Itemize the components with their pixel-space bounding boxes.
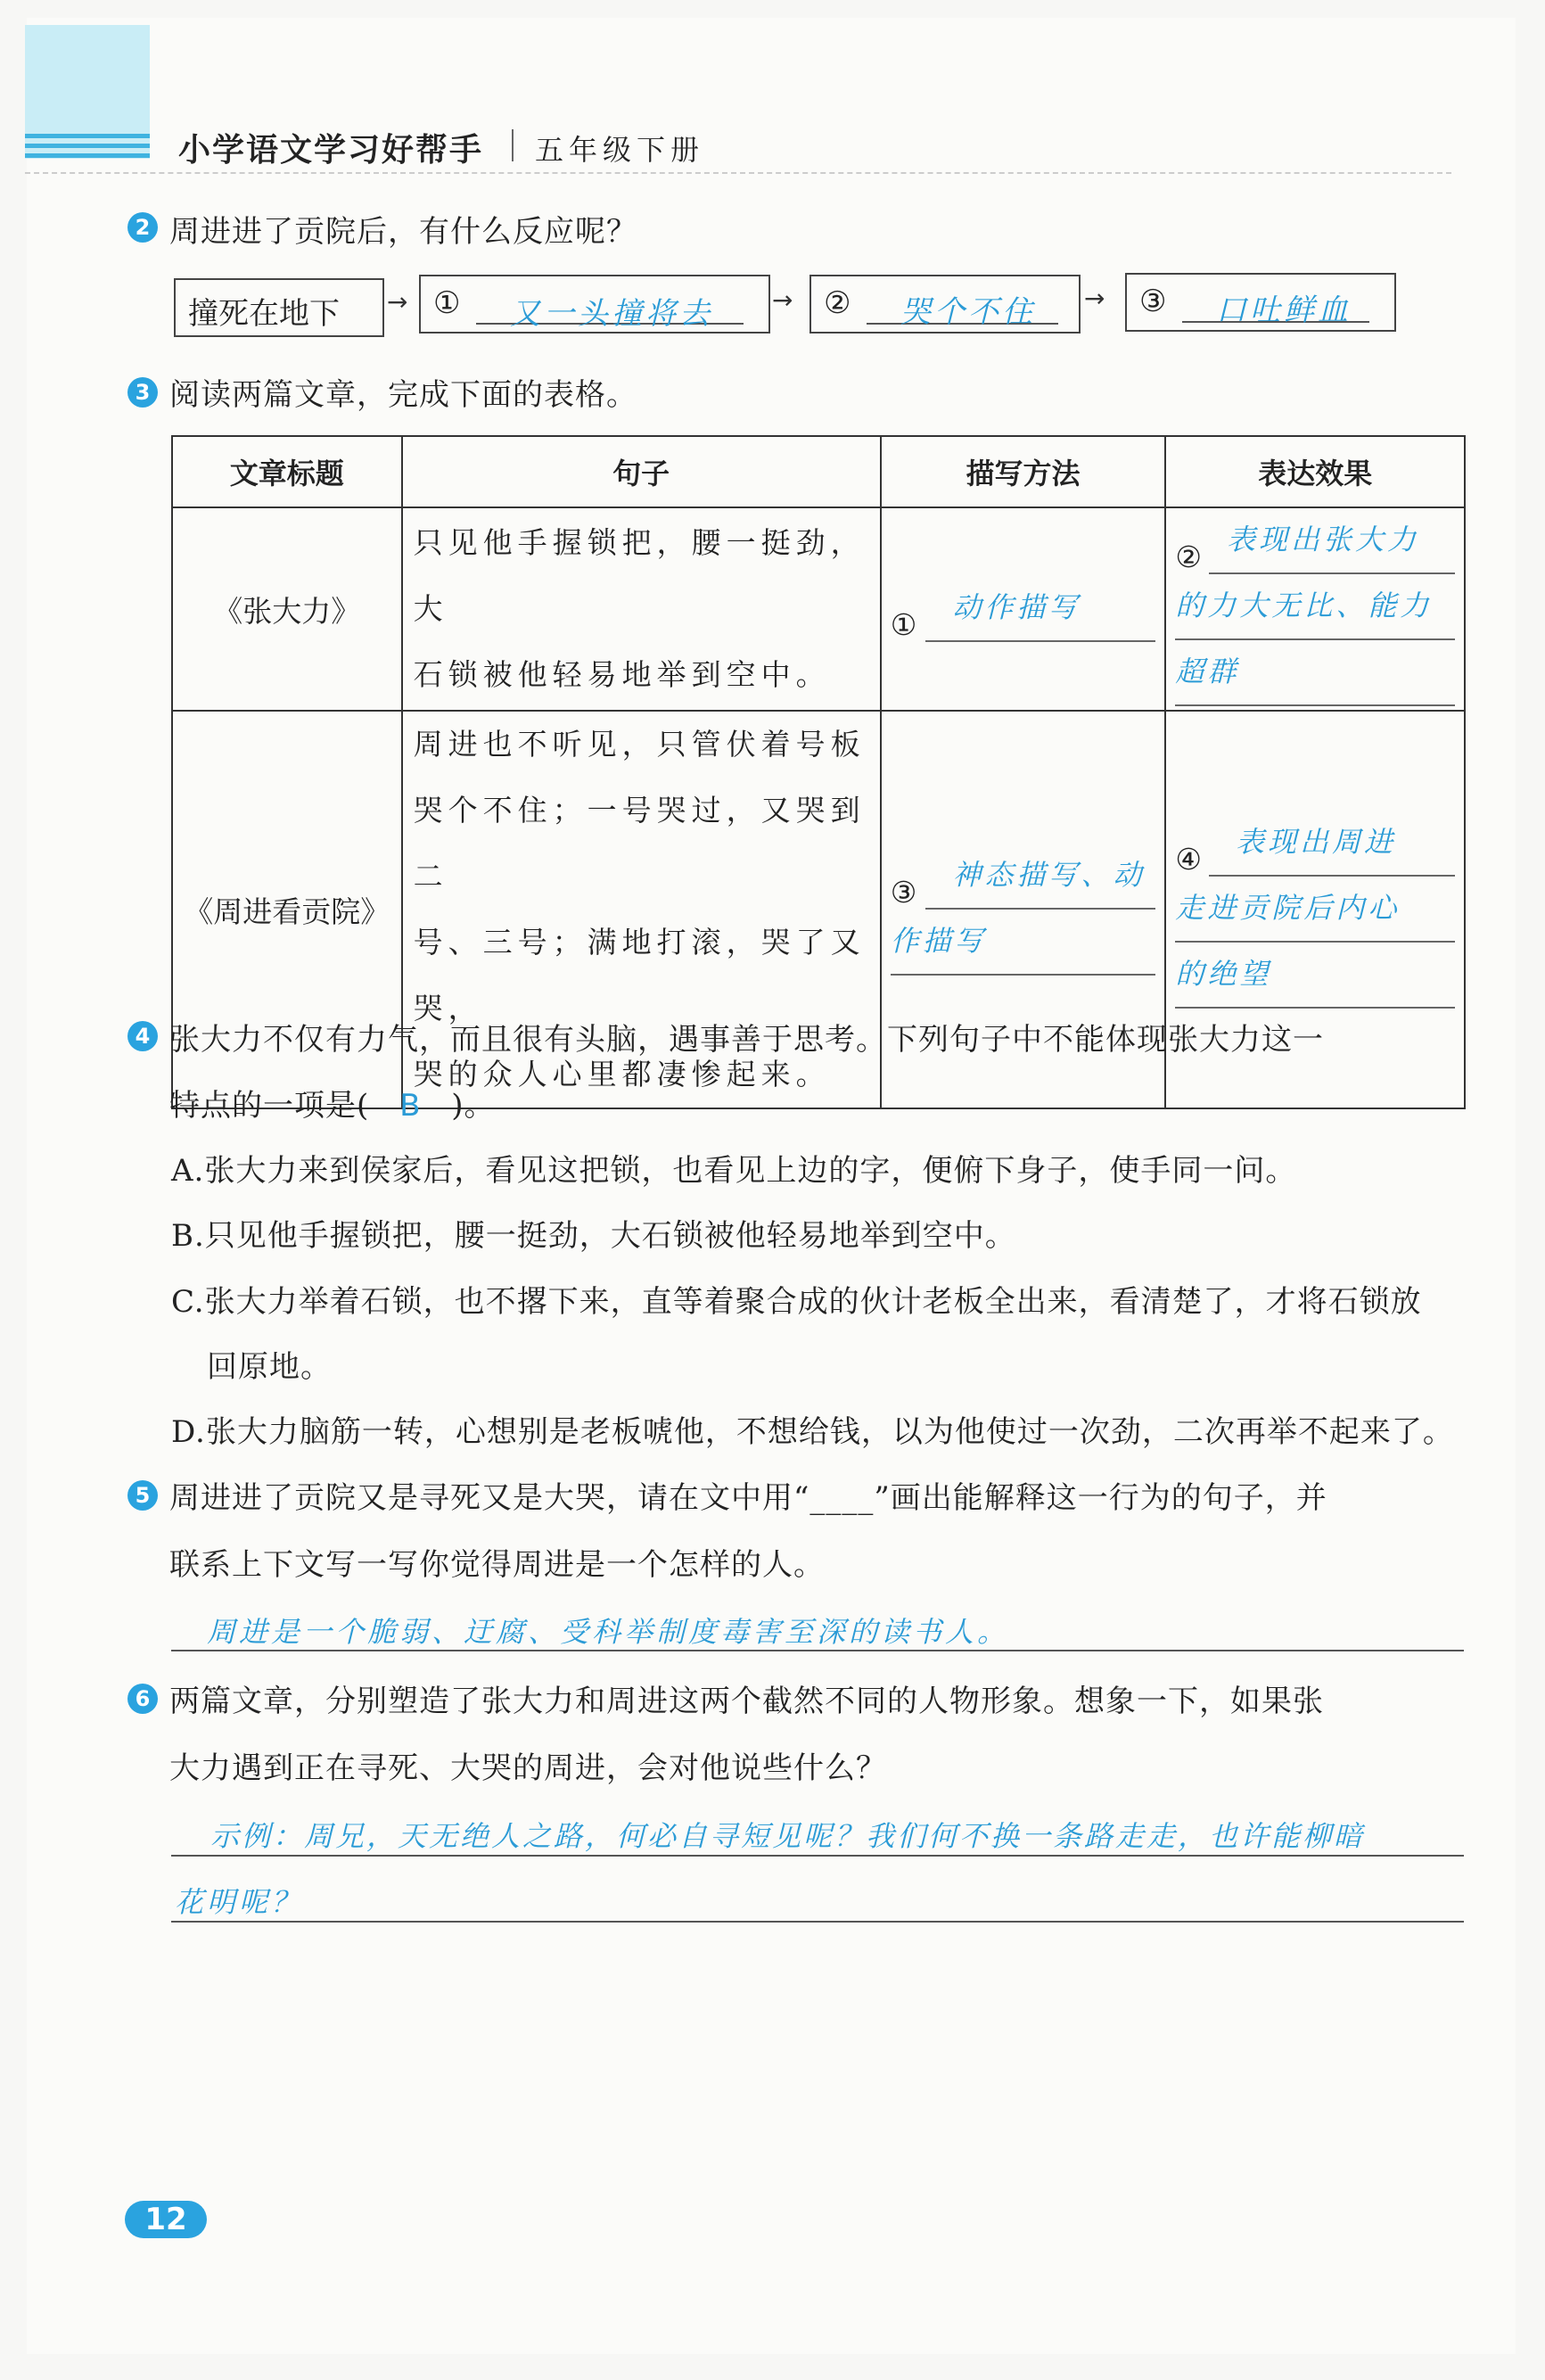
q4-prompt-line1: 张大力不仅有力气，而且很有头脑，遇事善于思考。下列句子中不能体现张大力这一	[169, 1022, 1324, 1058]
q6-answer-line-2[interactable]	[171, 1874, 1464, 1923]
flow-step-2	[809, 275, 1081, 334]
row-effect[interactable]	[1165, 507, 1465, 711]
effect-marker: ④	[1175, 842, 1202, 877]
q5-prompt-line1: 周进进了贡院又是寻死又是大哭，请在文中用“____”画出能解释这一行为的句子，并	[169, 1480, 1327, 1516]
q4-answer[interactable]: B	[399, 1088, 422, 1124]
row-method[interactable]	[881, 507, 1166, 711]
header-rule	[25, 172, 1451, 174]
effect-answer-line: 表现出张大力	[1209, 508, 1455, 574]
sentence-line: 哭的众人心里都凄惨起来。	[413, 1057, 831, 1091]
arrow-right-icon: →	[387, 287, 408, 317]
q4-option-b[interactable]: B.只见他手握锁把，腰一挺劲，大石锁被他轻易地举到空中。	[171, 1218, 1016, 1254]
header-sentence: 句子	[402, 436, 881, 507]
q6-prompt-line2: 大力遇到正在寻死、大哭的周进，会对他说些什么？	[169, 1750, 887, 1786]
page-number: 12	[125, 2201, 207, 2238]
sentence-line: 只见他手握锁把，腰一挺劲，大	[413, 525, 866, 626]
sentence-line: 周进也不听见，只管伏着号板	[413, 727, 866, 762]
effect-answer-line: 的力大无比、能力	[1175, 574, 1455, 640]
comparison-table	[171, 435, 1466, 1109]
arrow-right-icon: →	[772, 285, 793, 315]
step-2-answer: 哭个不住	[900, 294, 1036, 330]
step-1-answer: 又一头撞将去	[510, 296, 713, 332]
method-answer-line: 作描写	[891, 910, 1156, 976]
q4-option-c-cont: 回原地。	[207, 1349, 332, 1385]
step-3-marker: ③	[1139, 284, 1167, 319]
header-title: 文章标题	[172, 436, 402, 507]
header-stripes	[25, 134, 150, 163]
flow-start-label: 撞死在地下	[188, 296, 340, 332]
row-title: 《张大力》	[172, 507, 402, 711]
header-method: 描写方法	[881, 436, 1166, 507]
q4-prompt-pre: 特点的一项是(	[169, 1088, 370, 1124]
flow-start-box	[174, 278, 384, 337]
q4-prompt-post: )。	[451, 1088, 496, 1124]
step-3-answer: 口吐鲜血	[1216, 292, 1352, 328]
header-divider	[512, 129, 514, 161]
effect-answer-line: 的绝望	[1175, 943, 1455, 1009]
q4-option-d[interactable]: D.张大力脑筋一转，心想别是老板唬他，不想给钱，以为他使过一次劲，二次再举不起来了。	[171, 1414, 1454, 1450]
effect-answer-line: 表现出周进	[1209, 811, 1455, 877]
arrow-right-icon: →	[1084, 284, 1105, 313]
method-marker: ①	[890, 607, 917, 642]
sentence-line: 哭个不住；一号哭过，又哭到二	[413, 793, 866, 894]
header-effect: 表达效果	[1165, 436, 1465, 507]
book-title: 小学语文学习好帮手	[178, 132, 484, 169]
question-number-4: 4	[127, 1021, 158, 1051]
table-header-row	[172, 436, 1465, 507]
row-title: 《周进看贡院》	[172, 711, 402, 1108]
step-1-marker: ①	[433, 285, 461, 321]
q6-answer-1: 示例：周兄，天无绝人之路，何必自寻短见呢？我们何不换一条路走走，也许能柳暗	[210, 1819, 1366, 1853]
effect-answer-line: 走进贡院后内心	[1175, 877, 1455, 943]
effect-answer-line: 超群	[1175, 640, 1455, 706]
q6-answer-2: 花明呢？	[175, 1885, 304, 1919]
q4-option-c[interactable]: C.张大力举着石锁，也不撂下来，直等着聚合成的伙计老板全出来，看清楚了，才将石锁放	[171, 1284, 1422, 1320]
q4-prompt-line2	[169, 1081, 495, 1124]
method-answer: 动作描写	[925, 576, 1155, 642]
flow-step-3	[1125, 273, 1396, 332]
q6-prompt-line1: 两篇文章，分别塑造了张大力和周进这两个截然不同的人物形象。想象一下，如果张	[169, 1684, 1324, 1719]
q5-prompt-line2: 联系上下文写一写你觉得周进是一个怎样的人。	[169, 1547, 825, 1583]
effect-marker: ②	[1175, 539, 1202, 574]
question-number-3: 3	[127, 377, 158, 408]
step-2-marker: ②	[824, 285, 851, 321]
q3-prompt: 阅读两篇文章，完成下面的表格。	[169, 377, 637, 413]
sentence-line: 石锁被他轻易地举到空中。	[413, 657, 831, 692]
row-sentence	[402, 507, 881, 711]
q2-prompt: 周进进了贡院后，有什么反应呢？	[169, 214, 637, 250]
question-number-2: 2	[127, 212, 158, 243]
q4-option-a[interactable]: A.张大力来到侯家后，看见这把锁，也看见上边的字，便俯下身子，使手同一问。	[171, 1153, 1297, 1189]
question-number-6: 6	[127, 1684, 158, 1714]
grade-label: 五年级下册	[535, 133, 705, 167]
q5-answer: 周进是一个脆弱、迂腐、受科举制度毒害至深的读书人。	[207, 1615, 1010, 1649]
method-answer-line: 神态描写、动	[925, 844, 1155, 910]
table-row	[172, 507, 1465, 711]
question-number-5: 5	[127, 1480, 158, 1511]
method-marker: ③	[890, 875, 917, 910]
sentence-line: 号、三号；满地打滚，哭了又哭，	[413, 925, 866, 1025]
flow-step-1	[419, 275, 770, 334]
